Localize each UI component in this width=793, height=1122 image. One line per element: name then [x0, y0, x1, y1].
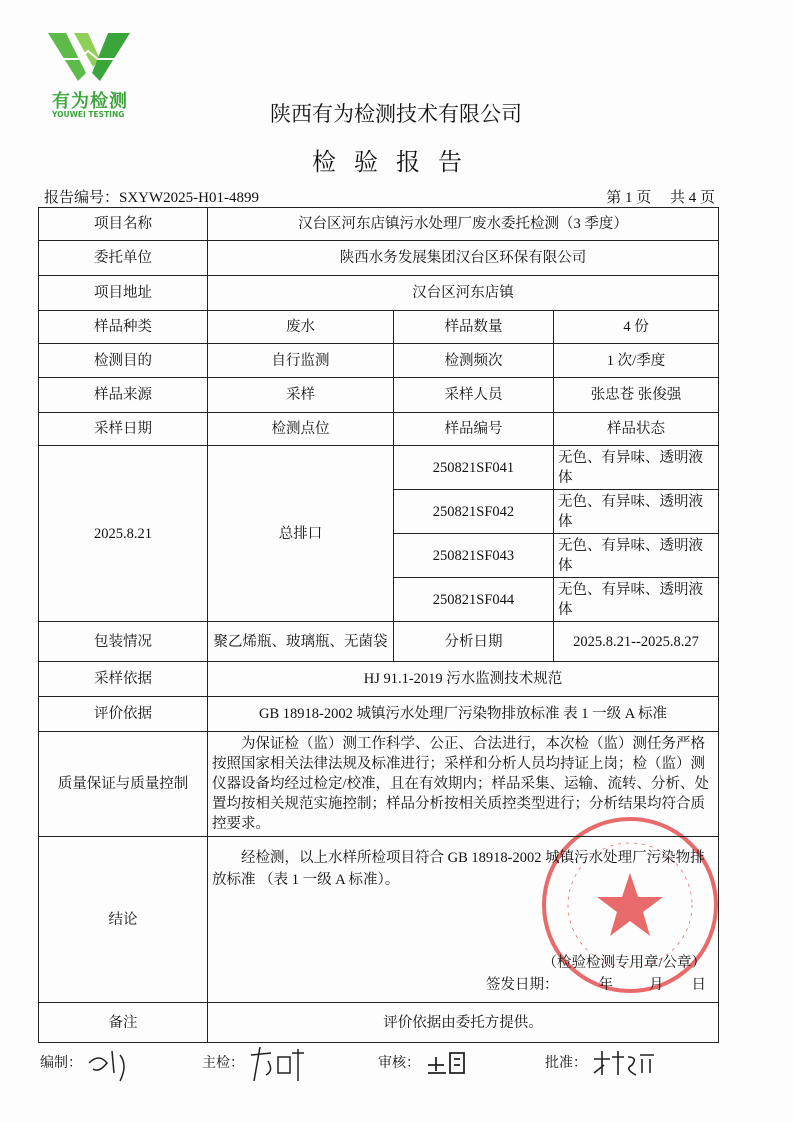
logo-subtext: YOUWEI TESTING	[52, 110, 125, 119]
inspector-label: 主检：	[202, 1055, 244, 1071]
sample-row: 250821SF044 无色、有异味、透明液体	[39, 578, 719, 622]
row-source: 样品来源 采样 采样人员 张忠苍 张俊强	[39, 378, 719, 413]
compiled-by-label: 编制：	[40, 1055, 82, 1071]
company-name: 陕西有为检测技术有限公司	[270, 102, 522, 126]
row-sample-type: 样品种类 废水 样品数量 4 份	[39, 311, 719, 344]
row-project-name: 项目名称 汉台区河东店镇污水处理厂废水委托检测（3 季度）	[39, 208, 719, 241]
row-quality: 质量保证与质量控制 为保证检（监）测工作科学、公正、合法进行，本次检（监）测任务严格按照国家相关法律法规及标准进行；采样和分析人员均持证上岗；检（监）测仪器设备均经过检定/校准，且在有效期内；样品采集、运输、流转、分析、处置均按相关规范实施控制；样品分析按相关质控类型进行；分析结果均符合质控要求。	[39, 732, 719, 837]
sample-row: 250821SF042 无色、有异味、透明液体	[39, 490, 719, 534]
signature-inspector	[246, 1043, 311, 1083]
signature-approver	[590, 1043, 660, 1083]
row-address: 项目地址 汉台区河东店镇	[39, 276, 719, 311]
signature-reviewer	[424, 1043, 474, 1083]
issue-date-month: 月	[649, 977, 664, 993]
logo-text: 有为检测	[52, 91, 128, 112]
report-title: 检验报告	[312, 148, 480, 176]
row-sampling-header: 采样日期 检测点位 样品编号 样品状态	[39, 413, 719, 446]
sample-row: 2025.8.21 总排口 250821SF041 无色、有异味、透明液体	[39, 446, 719, 490]
row-purpose: 检测目的 自行监测 检测频次 1 次/季度	[39, 344, 719, 378]
report-number: 报告编号：SXYW2025-H01-4899	[44, 190, 259, 206]
company-logo	[48, 30, 138, 86]
page-number: 第 1 页 共 4 页	[606, 190, 715, 206]
row-conclusion: 结论 经检测，以上水样所检项目符合 GB 18918-2002 城镇污水处理厂污染物排放标准 （表 1 一级 A 标准）。 （检验检测专用章/公章） 签发日期： 年 月 日	[39, 837, 719, 1003]
issue-date	[212, 974, 714, 996]
issue-date-label: 签发日期：	[486, 977, 559, 993]
seal-note: （检验检测专用章/公章）	[542, 955, 707, 971]
signature-compiled	[84, 1043, 144, 1083]
row-client: 委托单位 陕西水务发展集团汉台区环保有限公司	[39, 241, 719, 276]
issue-date-year: 年	[598, 977, 614, 993]
report-table	[38, 207, 719, 1043]
row-remark: 备注 评价依据由委托方提供。	[39, 1003, 719, 1043]
row-sampling-basis: 采样依据 HJ 91.1-2019 污水监测技术规范	[39, 662, 719, 697]
issue-date-day: 日	[691, 977, 707, 993]
conclusion-text: 经检测，以上水样所检项目符合 GB 18918-2002 城镇污水处理厂污染物排放标准 （表 1 一级 A 标准）。	[212, 850, 705, 888]
reviewer-label: 审核：	[378, 1055, 420, 1071]
row-packaging: 包装情况 聚乙烯瓶、玻璃瓶、无菌袋 分析日期 2025.8.21--2025.8.27	[39, 622, 719, 662]
approver-label: 批准：	[545, 1055, 587, 1071]
sample-row: 250821SF043 无色、有异味、透明液体	[39, 534, 719, 578]
row-eval-basis: 评价依据 GB 18918-2002 城镇污水处理厂污染物排放标准 表 1 一级 A 标准	[39, 697, 719, 732]
